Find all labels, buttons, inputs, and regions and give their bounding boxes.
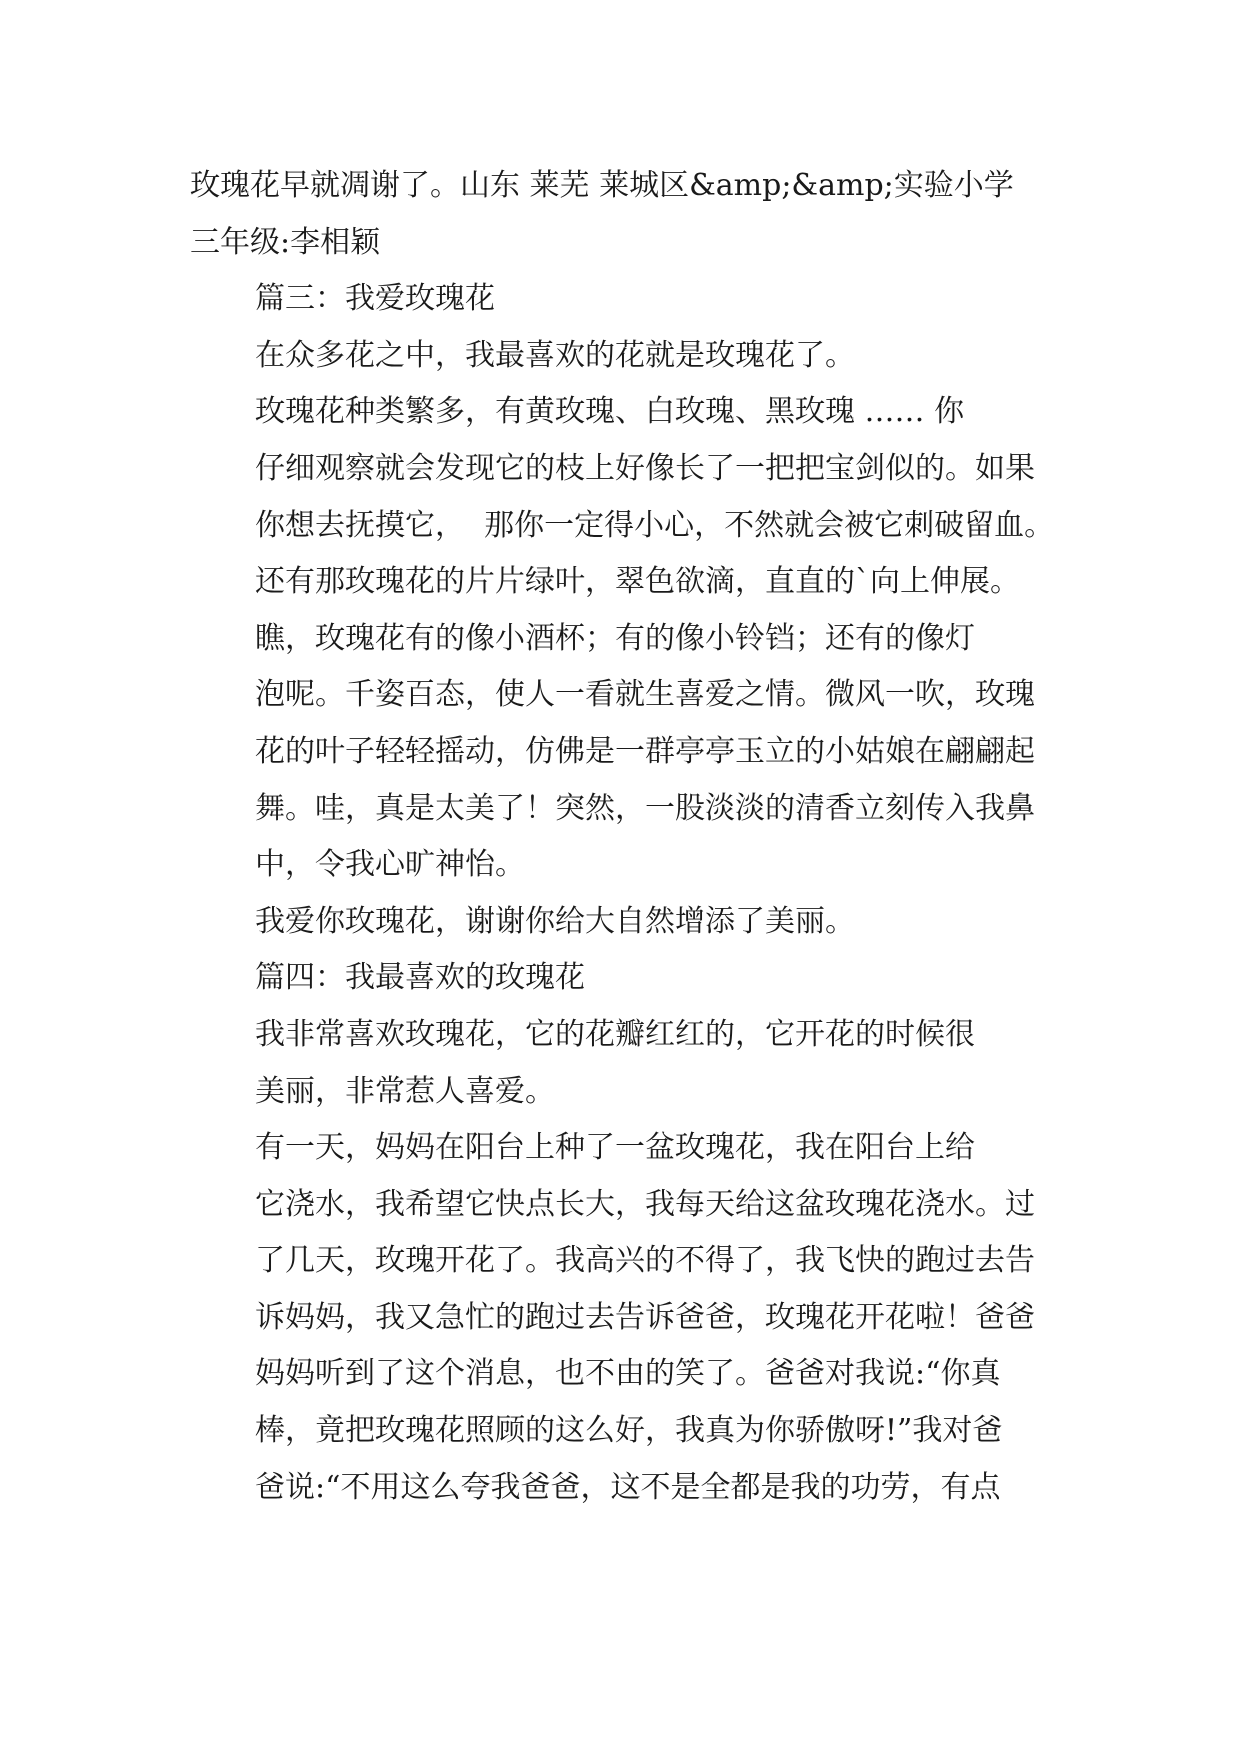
text-line: 我非常喜欢玫瑰花，它的花瓣红红的，它开花的时候很 bbox=[255, 1016, 975, 1052]
text-line: 仔细观察就会发现它的枝上好像长了一把把宝剑似的。如果 bbox=[255, 450, 1035, 486]
text-line: 棒，竟把玫瑰花照顾的这么好，我真为你骄傲呀!”我对爸 bbox=[255, 1413, 1003, 1449]
text-line: 它浇水，我希望它快点长大，我每天给这盆玫瑰花浇水。过 bbox=[255, 1186, 1035, 1222]
paragraph bbox=[190, 384, 1055, 610]
paragraph bbox=[190, 158, 1050, 271]
text-line: 花的叶子轻轻摇动，仿佛是一群亭亭玉立的小姑娘在翩翩起 bbox=[255, 733, 1035, 769]
paragraph bbox=[190, 894, 1050, 951]
text-line: 了几天，玫瑰开花了。我高兴的不得了，我飞快的跑过去告 bbox=[255, 1243, 1035, 1279]
text-line: 爸说:“不用这么夸我爸爸，这不是全都是我的功劳，有点 bbox=[255, 1469, 1001, 1505]
text-line: 美丽，非常惹人喜爱。 bbox=[255, 1073, 555, 1109]
text-line: 泡呢。千姿百态，使人一看就生喜爱之情。微风一吹，玫瑰 bbox=[255, 677, 1035, 713]
paragraph bbox=[190, 611, 1050, 894]
paragraph bbox=[190, 1120, 1050, 1516]
text-line: 你想去抚摸它， 那你一定得小心，不然就会被它刺破留血。 bbox=[255, 507, 1055, 543]
paragraph bbox=[190, 328, 1050, 385]
text-line: 妈妈听到了这个消息，也不由的笑了。爸爸对我说:“你真 bbox=[255, 1356, 1001, 1392]
text-line: 还有那玫瑰花的片片绿叶，翠色欲滴，直直的`向上伸展。 bbox=[255, 564, 1020, 600]
text-line: 中，令我心旷神怡。 bbox=[255, 847, 525, 883]
text-line: 三年级:李相颖 bbox=[190, 224, 381, 260]
text-line: 舞。哇，真是太美了！突然，一股淡淡的清香立刻传入我鼻 bbox=[255, 790, 1035, 826]
text-line: 我爱你玫瑰花，谢谢你给大自然增添了美丽。 bbox=[255, 903, 855, 939]
text-line: 瞧，玫瑰花有的像小酒杯；有的像小铃铛；还有的像灯 bbox=[255, 620, 975, 656]
text-line: 玫瑰花早就凋谢了。山东 莱芜 莱城区&amp;&amp;实验小学 bbox=[190, 168, 1014, 203]
text-line: 在众多花之中，我最喜欢的花就是玫瑰花了。 bbox=[255, 337, 855, 373]
paragraph bbox=[190, 1007, 1050, 1120]
text-line: 诉妈妈，我又急忙的跑过去告诉爸爸，玫瑰花开花啦！爸爸 bbox=[255, 1299, 1035, 1335]
text-line: 有一天，妈妈在阳台上种了一盆玫瑰花，我在阳台上给 bbox=[255, 1130, 975, 1166]
document-body bbox=[190, 158, 1055, 1516]
paragraph bbox=[190, 950, 1050, 1007]
text-line: 篇四：我最喜欢的玫瑰花 bbox=[255, 960, 585, 996]
paragraph bbox=[190, 271, 1050, 328]
text-line: 篇三：我爱玫瑰花 bbox=[255, 281, 495, 317]
text-line: 玫瑰花种类繁多，有黄玫瑰、白玫瑰、黑玫瑰 …… 你 bbox=[255, 394, 965, 430]
